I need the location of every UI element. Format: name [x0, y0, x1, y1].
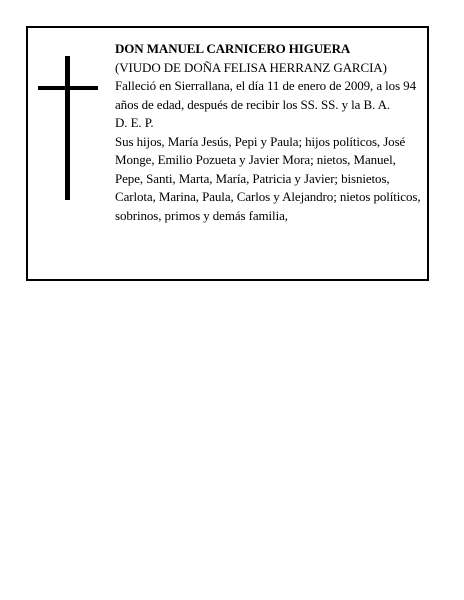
cross-vertical-bar [65, 56, 70, 200]
deceased-name: DON MANUEL CARNICERO HIGUERA [115, 41, 351, 56]
rest-in-peace: D. E. P. [115, 115, 154, 130]
obituary-notice [26, 26, 429, 281]
notice-text [115, 40, 423, 225]
cross-horizontal-bar [38, 86, 98, 90]
death-details: Falleció en Sierrallana, el día 11 de enero de 2009, a los 94 años de edad, después de recibir los SS. SS. y la B. A. [115, 78, 416, 112]
widower-line: (VIUDO DE DOÑA FELISA HERRANZ GARCIA) [115, 59, 387, 75]
cross-icon [38, 56, 98, 200]
family-members: Sus hijos, María Jesús, Pepi y Paula; hijos políticos, José Monge, Emilio Pozueta y Javier Mora; nietos, Manuel, Pepe, Santi, Marta, María, Patricia y Javier; bisnietos, Carlota, Marina, Paula, Carlos y Alejandro; nietos políticos, sobrinos, primos y demás familia, [115, 133, 421, 223]
